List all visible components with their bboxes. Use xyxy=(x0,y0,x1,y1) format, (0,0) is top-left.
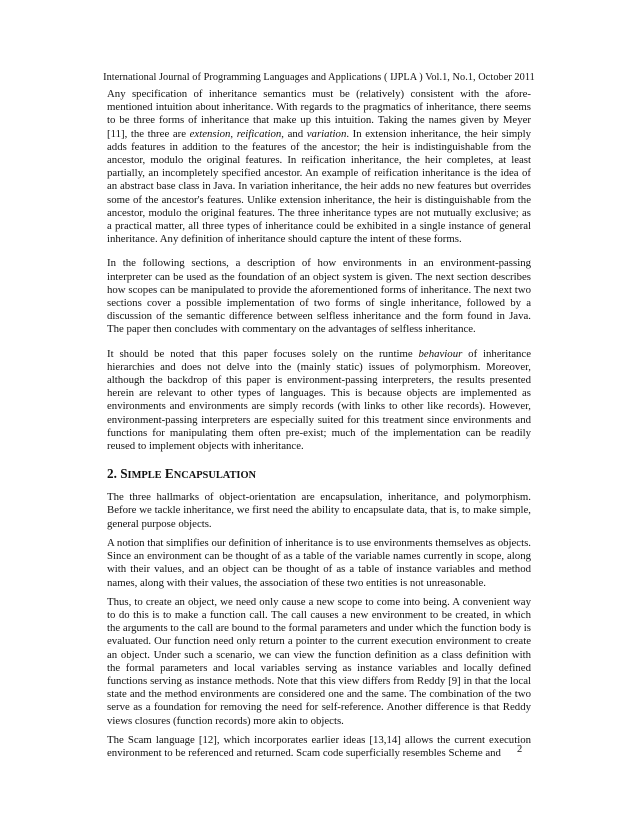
p1-text-a: Any specification of inheritance semantics must be (relatively) consistent with the afore-mentioned intuition about inheritance. With regards to the pragmatics of inheritance, there seems to be three forms of inheritance that make up this intuition. Taking the names given by Meyer [11], the three are xyxy=(107,88,531,140)
section-heading-simple-encapsulation xyxy=(107,466,531,484)
p1-text-b: , xyxy=(230,127,237,140)
term-extension: extension xyxy=(189,127,231,140)
paragraph-scope-note xyxy=(107,348,531,454)
body-text xyxy=(107,88,531,766)
paragraph-inheritance-forms xyxy=(107,88,531,246)
term-variation: variation xyxy=(306,127,347,140)
p1-text-c: , and xyxy=(281,127,307,140)
running-header: International Journal of Programming Languages and Applications ( IJPLA ) Vol.1, No.1, October 2011 xyxy=(103,72,535,83)
section-number: 2. xyxy=(107,466,117,482)
term-behaviour: behaviour xyxy=(418,347,463,360)
paragraph-object-creation: Thus, to create an object, we need only cause a new scope to come into being. A convenient way to do this is to make a function call. The call causes a new environment to be created, in which the arguments to the call are bound to the formal parameters and under which the function body is evaluated. Our function need only return a pointer to the current execution environment to create an object. Under such a scenario, we can view the function definition as a class definition with the formal parameters and local variables serving as instance variables and locally defined functions serving as instance methods. Note that this view differs from Reddy [9] in that the local state and the method environments are considered one and the same. The combination of the two serve as a foundation for removing the need for self-reference. Another difference is that Reddy views closures (function records) more akin to objects. xyxy=(107,595,531,727)
paragraph-hallmarks: The three hallmarks of object-orientation are encapsulation, inheritance, and polymorphism. Before we tackle inheritance, we first need the ability to encapsulate data, that is, to make simple, general purpose objects. xyxy=(107,491,531,530)
section-title-rest-1: IMPLE xyxy=(127,470,162,482)
paragraph-section-overview: In the following sections, a description of how environments in an environment-passing interpreter can be used as the foundation of an object system is given. The next section describes how scopes can be manipulated to provide the aforementioned forms of inheritance. The next two sections cover a possible implementation of two forms of single inheritance, followed by a discussion of the semantic difference between selfless inheritance and the form found in Java. The paper then concludes with commentary on the advantages of selfless inheritance. xyxy=(107,257,531,336)
p3-text-b: of inheritance hierarchies and does not delve into the (mainly static) issues of polymorphism. Moreover, although the backdrop of this paper is environment-passing interpreters, the results presented herein are relevant to other types of languages. This is because objects are implemented as environments and environments are simply records (with links to other like records). However, environment-passing interpreters are especially suited for this treatment since environments and functions for manipulating them often pre-exist; much of the implementation can be readily reused to implement objects with inheritance. xyxy=(107,347,531,453)
p3-text-a: It should be noted that this paper focuses solely on the runtime xyxy=(107,347,419,360)
section-title-initial-2: E xyxy=(164,466,174,482)
paragraph-environments-as-objects: A notion that simplifies our definition of inheritance is to use environments themselves as objects. Since an environment can be thought of as a table of the variable names currently in scope, along with their values, and an object can be thought of as a table of instance variables and method names, along with their values, the association of these two entities is not unreasonable. xyxy=(107,536,531,589)
section-title-rest-2: NCAPSULATION xyxy=(173,470,257,482)
section-title-initial-1: S xyxy=(120,466,128,482)
term-reification: reification xyxy=(236,127,282,140)
page-number: 2 xyxy=(517,744,523,755)
paragraph-scam-language: The Scam language [12], which incorporates earlier ideas [13,14] allows the current execution environment to be referenced and returned. Scam code superficially resembles Scheme and xyxy=(107,733,531,759)
p1-text-d: . In extension inheritance, the heir simply adds features in addition to the features of the ancestor; the heir is indistinguishable from the ancestor, modulo the original features. In reification inheritance, the heir completes, at least partially, an incompletely specified ancestor. An example of reification inheritance is the idea of an abstract base class in Java. In variation inheritance, the heir adds no new features but overrides some of the ancestor's features. Unlike extension inheritance, the heir is distinguishable from the ancestor, modulo the original features. The three inheritance types are not mutually exclusive; as a practical matter, all three types of inheritance could be exhibited in a single instance of general inheritance. Any definition of inheritance should capture the intent of these forms. xyxy=(107,127,532,246)
